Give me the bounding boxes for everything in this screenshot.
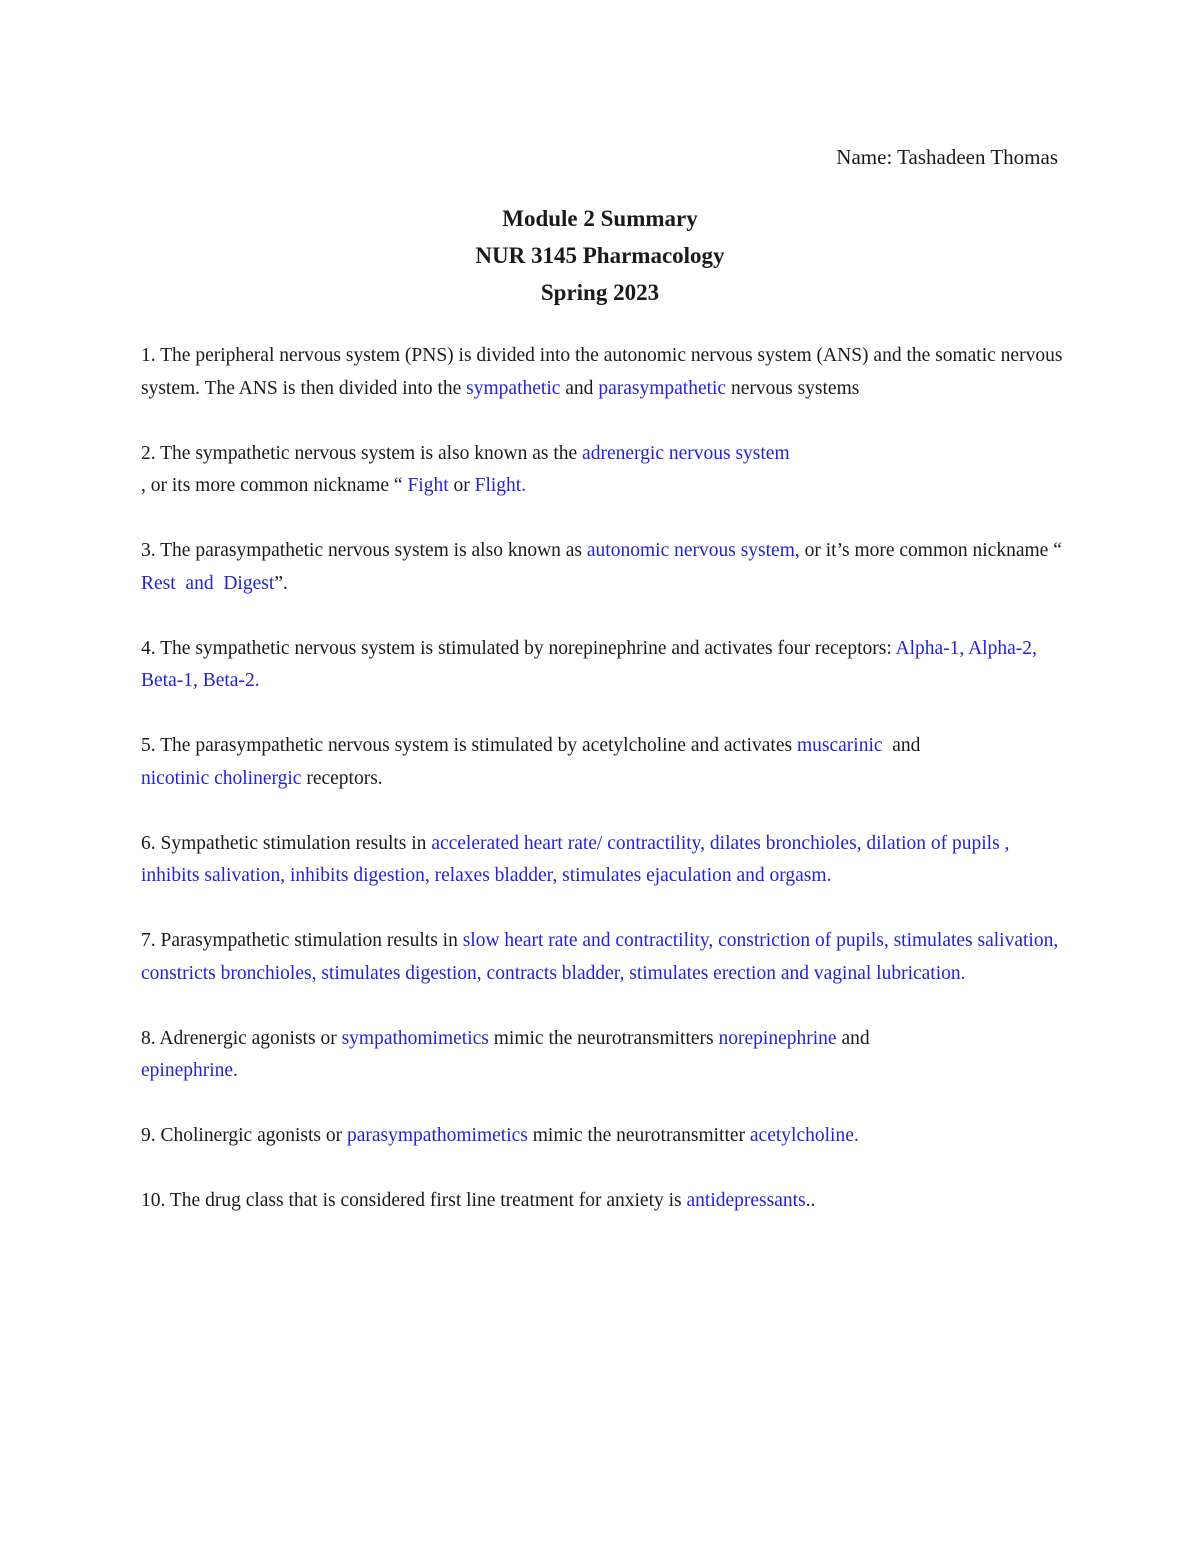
item-text: .. [805,1190,816,1211]
item-text: 1. The peripheral nervous system (PNS) is divided into the autonomic nervous system (ANS) and the somatic nervous system. The ANS is then divided into the [141,345,1063,399]
item-text: ”. [274,572,288,594]
item-text: 5. The parasympathetic nervous system is stimulated by acetylcholine and activates [141,735,797,756]
item-answer: autonomic nervous system, [586,540,800,561]
item-answer: norepinephrine [718,1027,837,1049]
item-answer: sympathetic [466,377,561,399]
summary-item-1 [141,340,1071,405]
item-text: , or its more common nickname “ [141,475,408,496]
summary-item-3 [141,535,1071,600]
item-answer: parasympathomimetics [347,1125,528,1146]
item-text: 6. Sympathetic stimulation results in [141,832,432,854]
summary-item-5 [141,730,1071,795]
title-term: Spring 2023 [540,280,660,305]
summary-item-6 [141,828,1071,893]
item-text: and [560,377,599,399]
item-text: receptors. [301,767,383,789]
item-answer: acetylcholine. [749,1125,859,1146]
item-text: and [836,1027,870,1049]
item-answer: epinephrine. [141,1060,238,1081]
summary-item-8 [141,1023,1071,1088]
summary-item-9 [141,1120,1071,1153]
summary-item-10 [141,1185,1071,1218]
item-text: or it’s more common nickname “ [799,540,1062,561]
item-answer: nicotinic cholinergic [141,767,302,789]
summary-item-2 [141,438,1071,503]
item-answer: accelerated heart rate/ contractility, dilates bronchioles, dilation of pupils , inhibits salivation, inhibits digestion, relaxes bladder, stimulates ejaculation and orgasm. [141,832,1010,886]
item-text: mimic the neurotransmitter [527,1125,750,1146]
item-text: 8. Adrenergic agonists or [141,1027,342,1049]
item-answer: Fight [407,475,449,496]
item-answer: adrenergic nervous system [582,442,790,464]
item-text: 7. Parasympathetic stimulation results in [141,930,463,951]
summary-item-7 [141,925,1071,990]
summary-list [141,340,1071,1250]
item-text: and [882,735,926,756]
item-text: or [448,475,475,496]
item-answer: sympathomimetics [341,1027,489,1049]
item-text: mimic the neurotransmitters [488,1027,719,1049]
item-answer: slow heart rate and contractility, constriction of pupils, stimulates salivation, constricts bronchioles, stimulates digestion, contracts bladder, stimulates erection and vaginal lubrication. [141,930,1059,984]
title-module: Module 2 Summary [502,206,698,231]
item-answer: antidepressants [686,1190,806,1211]
summary-item-4 [141,633,1071,698]
item-text: 2. The sympathetic nervous system is also known as the [141,442,583,464]
item-text: 4. The sympathetic nervous system is stimulated by norepinephrine and activates four receptors: [141,637,896,659]
title-course: NUR 3145 Pharmacology [475,243,725,268]
student-name: Name: Tashadeen Thomas [836,145,1058,169]
item-answer: parasympathetic [598,377,727,399]
item-text: nervous systems [726,377,860,399]
item-answer: muscarinic [796,735,883,756]
item-text: 10. The drug class that is considered first line treatment for anxiety is [141,1190,687,1211]
item-text: 3. The parasympathetic nervous system is also known as [141,540,587,561]
item-answer: Flight. [474,475,527,496]
item-text: 9. Cholinergic agonists or [141,1125,347,1146]
item-answer: Alpha-1, Alpha-2, Beta-1, Beta-2. [141,637,1037,691]
item-answer: Rest and Digest [141,572,275,594]
